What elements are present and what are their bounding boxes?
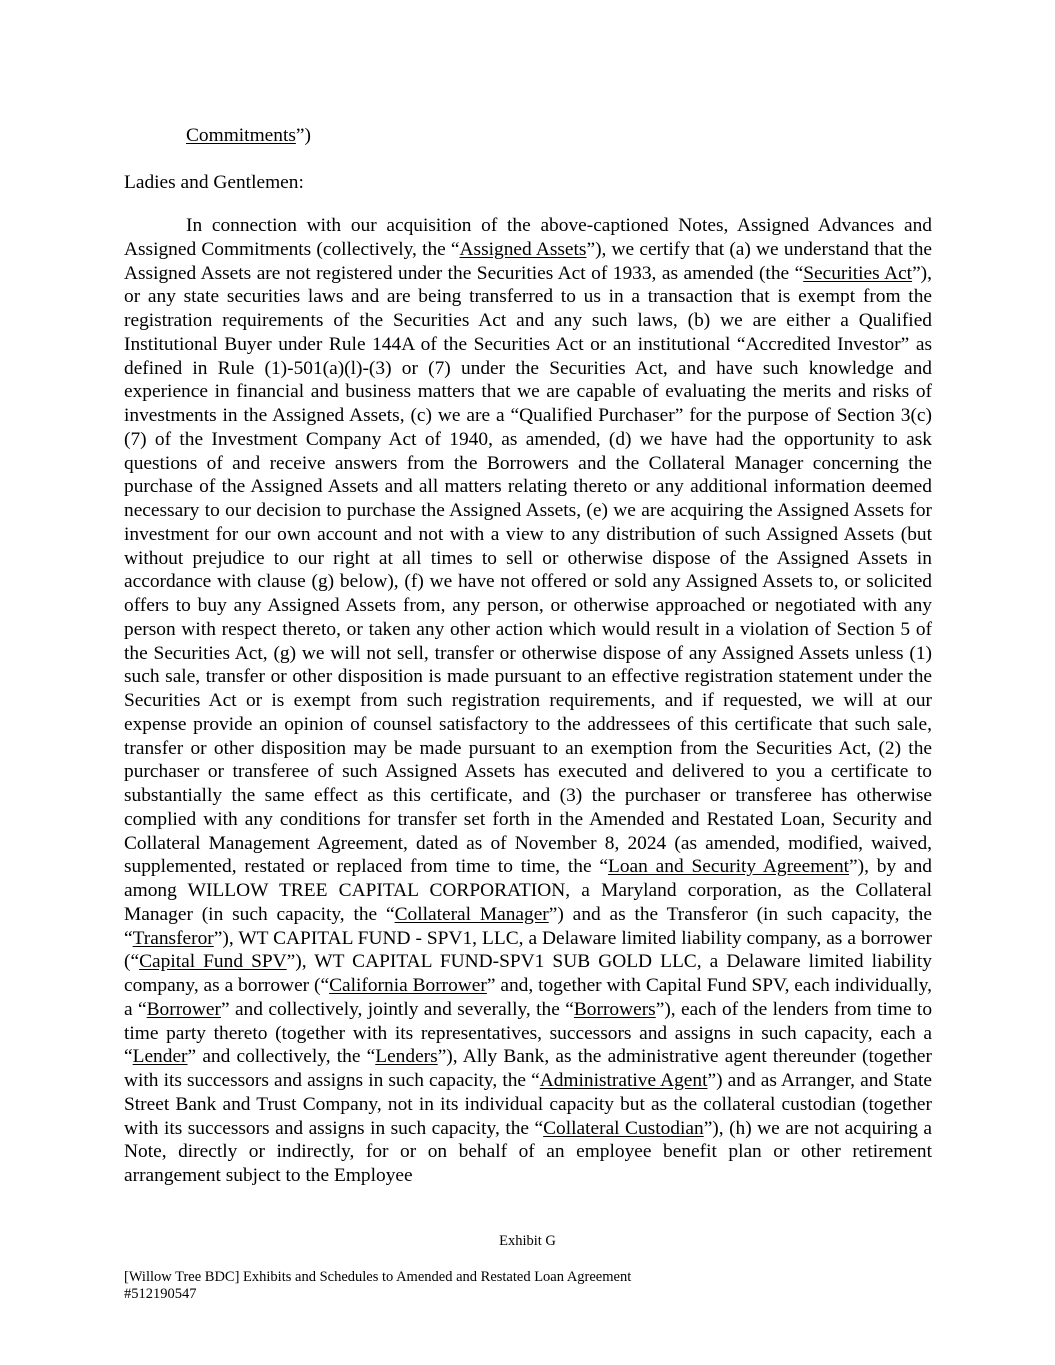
defined-term-capital-fund-spv: Capital Fund SPV	[139, 951, 287, 973]
paragraph-text: ” and, together with Capital Fund SPV, each individually, a “	[124, 975, 932, 1020]
footer-document-number: #512190547	[124, 1285, 197, 1302]
defined-term-lender: Lender	[132, 1046, 188, 1068]
paragraph-text: ”) and as Arranger, and State Street Bank and Trust Company, not in its individual capacity but as the collateral custodian (together with its successors and assigns in such capacity, the “	[124, 1070, 932, 1139]
paragraph-text: ”), by and among WILLOW TREE CAPITAL CORPORATION, a Maryland corporation, as the Collateral Manager (in such capacity, the “	[124, 856, 932, 925]
paragraph-text: In connection with our acquisition of the above-captioned Notes, Assigned Advances and Assigned Commitments (collectively, the “	[124, 215, 932, 260]
defined-term-loan-and-security-agreement: Loan and Security Agreement	[608, 856, 850, 878]
exhibit-label: Exhibit G	[499, 1233, 556, 1249]
defined-term-borrower: Borrower	[146, 998, 221, 1020]
paragraph-text: ”), (h) we are not acquiring a Note, directly or indirectly, for or on behalf of an employee benefit plan or other retirement arrangement subject to the Employee	[124, 1117, 932, 1186]
defined-term-lenders: Lenders	[375, 1046, 438, 1068]
defined-term-commitments: Commitments	[186, 125, 296, 146]
defined-term-transferor: Transferor	[132, 927, 214, 949]
footer-document-title: [Willow Tree BDC] Exhibits and Schedules to Amended and Restated Loan Agreement	[124, 1269, 632, 1285]
defined-term-collateral-custodian: Collateral Custodian	[543, 1117, 704, 1139]
paragraph-text: ”) and as the Transferor (in such capacity, the “	[124, 903, 932, 949]
defined-term-securities-act: Securities Act	[803, 262, 913, 284]
defined-term-assigned-assets: Assigned Assets	[459, 238, 587, 260]
paragraph-text: ”), WT CAPITAL FUND-SPV1 SUB GOLD LLC, a Delaware limited liability company, as a borrower (“	[124, 951, 932, 996]
heading-continuation	[186, 124, 311, 148]
paragraph-text: ”), or any state securities laws and are being transferred to us in a transaction that is exempt from the registration requirements of the Securities Act and any such laws, (b) we are either a Qualified Institutional Buyer under Rule 144A of the Securities Act or an institutional “Accredited Investor” as defined in Rule (1)-501(a)(l)-(3) or (7) under the Securities Act, and have such knowledge and experience in financial and business matters that we are capable of evaluating the merits and risks of investments in the Assigned Assets, (c) we are a “Qualified Purchaser” for the purpose of Section 3(c)(7) of the Investment Company Act of 1940, as amended, (d) we have had the opportunity to ask questions of and receive answers from the Borrowers and the Collateral Manager concerning the purchase of the Assigned Assets and all matters relating thereto or any additional information deemed necessary to our decision to purchase the Assigned Assets, (e) we are acquiring the Assigned Assets for investment for our own account and not with a view to any distribution of such Assigned Assets (but without prejudice to our right at all times to sell or otherwise dispose of the Assigned Assets in accordance with clause (g) below), (f) we have not offered or sold any Assigned Assets to, or solicited offers to buy any Assigned Assets from, any person, or otherwise approached or negotiated with any person with respect thereto, or taken any other action which would result in a violation of Section 5 of the Securities Act, (g) we will not sell, transfer or otherwise dispose of any Assigned Assets unless (1) such sale, transfer or other disposition is made pursuant to an effective registration statement under the Securities Act or is exempt from such registration requirements, and if requested, we will at our expense provide an opinion of counsel satisfactory to the addressees of this certificate that such sale, transfer or other disposition may be made pursuant to an exemption from the Securities Act, (2) the purchaser or transferee of such Assigned Assets has executed and delivered to you a certificate to substantially the same effect as this certificate, and (3) the purchaser or transferee has otherwise complied with any conditions for transfer set forth in the Amended and Restated Loan, Security and Collateral Management Agreement, dated as of November 8, 2024 (as amended, modified, waived, supplemented, restated or replaced from time to time, the “	[124, 262, 932, 878]
paragraph-text: ”), Ally Bank, as the administrative agent thereunder (together with its successors and assigns in such capacity, the “	[124, 1046, 932, 1091]
paragraph-text: ” and collectively, jointly and severally, the “	[220, 998, 574, 1020]
heading-close: ”)	[295, 125, 311, 146]
defined-term-california-borrower: California Borrower	[329, 975, 487, 996]
paragraph-text: ”), we certify that (a) we understand that the Assigned Assets are not registered under the Securities Act of 1933, as amended (the “	[124, 238, 932, 284]
paragraph-text: ”), each of the lenders from time to time party thereto (together with its representatives, successors and assigns in such capacity, each a “	[124, 998, 932, 1068]
paragraph-text: ” and collectively, the “	[187, 1046, 376, 1068]
certification-paragraph	[124, 214, 932, 1214]
defined-term-collateral-manager: Collateral Manager	[394, 903, 549, 925]
defined-term-borrowers: Borrowers	[573, 998, 656, 1020]
page-footer	[124, 1269, 631, 1302]
paragraph-text: ”), WT CAPITAL FUND - SPV1, LLC, a Delaware limited liability company, as a borrower (“	[124, 927, 932, 973]
defined-term-administrative-agent: Administrative Agent	[539, 1070, 708, 1091]
salutation: Ladies and Gentlemen:	[124, 172, 304, 193]
